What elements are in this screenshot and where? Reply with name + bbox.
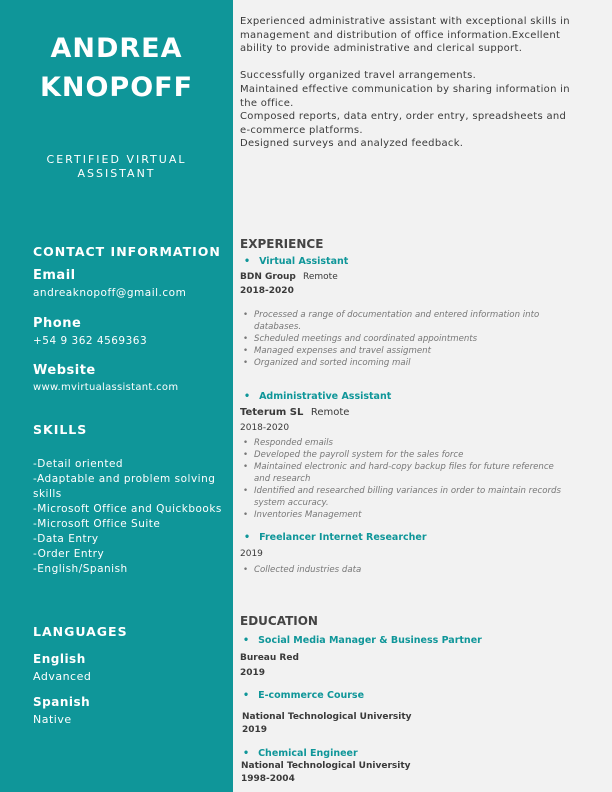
summary-intro: Experienced administrative assistant with exceptional skills in management and distribution of office information.Excellent ability to provide administrative and clerical support.: [240, 16, 570, 55]
summary: [240, 15, 575, 165]
first-name: ANDREA: [50, 33, 183, 64]
phone-value: +54 9 362 4569363: [33, 335, 148, 347]
education-title-label: E-commerce Course: [258, 690, 365, 701]
contact-heading: CONTACT INFORMATION: [33, 244, 221, 259]
website-label: Website: [33, 363, 96, 378]
skill-item: -Adaptable and problem solving skills: [33, 473, 216, 500]
skill-item: -Data Entry: [33, 533, 99, 545]
bullet-icon: •: [243, 748, 250, 759]
job-role: [244, 256, 348, 267]
education-years: 2019: [240, 668, 266, 678]
work-mode: Remote: [303, 272, 338, 282]
job-role: [244, 391, 391, 402]
skill-item: -Detail oriented: [33, 458, 124, 470]
bullet-icon: •: [244, 256, 251, 267]
education-years: 2019: [242, 725, 268, 735]
skills-list: [33, 457, 223, 577]
duty-item: • Organized and sorted incoming mail: [240, 357, 565, 369]
education-heading: EDUCATION: [240, 614, 318, 628]
bullet-icon: •: [243, 690, 250, 701]
summary-achievements: Successfully organized travel arrangements. Maintained effective communication by sharing information in the office. Composed reports, data entry, order entry, spreadsheets and e-commerce platforms. Designed surveys and analyzed feedback.: [240, 70, 570, 150]
job-role: [244, 532, 427, 543]
education-school: Bureau Red: [240, 653, 299, 663]
bullet-icon: •: [243, 635, 250, 646]
job-duties: [240, 437, 565, 521]
education-title: [243, 635, 482, 646]
duty-item: • Inventories Management: [240, 509, 565, 521]
email-label: Email: [33, 268, 76, 283]
company-name: BDN Group: [240, 272, 296, 282]
job-title-line1: CERTIFIED VIRTUAL: [46, 153, 187, 166]
bullet-icon: •: [244, 391, 251, 402]
skills-heading: SKILLS: [33, 422, 88, 437]
job-role-label: Virtual Assistant: [259, 256, 349, 267]
last-name: KNOPOFF: [39, 72, 194, 103]
duty-item: • Scheduled meetings and coordinated appointments: [240, 333, 565, 345]
job-company: [240, 272, 338, 282]
education-title-label: Social Media Manager & Business Partner: [258, 635, 482, 646]
duty-item: • Responded emails: [240, 437, 565, 449]
main-content: [233, 0, 612, 792]
skill-item: -English/Spanish: [33, 563, 128, 575]
language-level-english: Advanced: [33, 670, 92, 683]
skill-item: -Microsoft Office and Quickbooks: [33, 503, 222, 515]
job-role-label: Administrative Assistant: [259, 391, 392, 402]
language-name-spanish: Spanish: [33, 695, 91, 709]
job-role-label: Freelancer Internet Researcher: [259, 532, 427, 543]
work-mode: Remote: [310, 407, 350, 418]
skill-item: -Order Entry: [33, 548, 105, 560]
job-title-line2: ASSISTANT: [77, 167, 156, 180]
duty-item: • Maintained electronic and hard-copy backup files for future reference and research: [240, 461, 565, 485]
education-title: [243, 748, 358, 759]
job-company: [240, 407, 349, 418]
experience-heading: EXPERIENCE: [240, 237, 324, 251]
education-title-label: Chemical Engineer: [258, 748, 358, 759]
sidebar: [0, 0, 233, 792]
education-school: National Technological University: [242, 712, 412, 722]
education-title: [243, 690, 364, 701]
company-name: Teterum SL: [240, 407, 304, 418]
duty-item: • Identified and researched billing variances in order to maintain records system accuracy.: [240, 485, 565, 509]
skill-item: -Microsoft Office Suite: [33, 518, 161, 530]
education-school: National Technological University: [241, 761, 411, 771]
languages-heading: LANGUAGES: [33, 624, 128, 639]
phone-label: Phone: [33, 316, 82, 331]
language-name-english: English: [33, 652, 86, 666]
job-years: 2019: [240, 549, 263, 559]
job-years: 2018-2020: [240, 423, 290, 433]
education-years: 1998-2004: [241, 774, 295, 784]
duty-item: • Developed the payroll system for the sales force: [240, 449, 565, 461]
duty-item: • Processed a range of documentation and entered information into databases.: [240, 309, 565, 333]
email-value[interactable]: andreaknopoff@gmail.com: [33, 287, 187, 299]
language-level-spanish: Native: [33, 713, 72, 726]
job-years: 2018-2020: [240, 286, 294, 296]
website-value[interactable]: www.mvirtualassistant.com: [33, 382, 179, 393]
duty-item: • Collected industries data: [240, 564, 565, 576]
bullet-icon: •: [244, 532, 251, 543]
job-duties: [240, 309, 565, 369]
job-duties: [240, 564, 565, 576]
duty-item: • Managed expenses and travel assigment: [240, 345, 565, 357]
